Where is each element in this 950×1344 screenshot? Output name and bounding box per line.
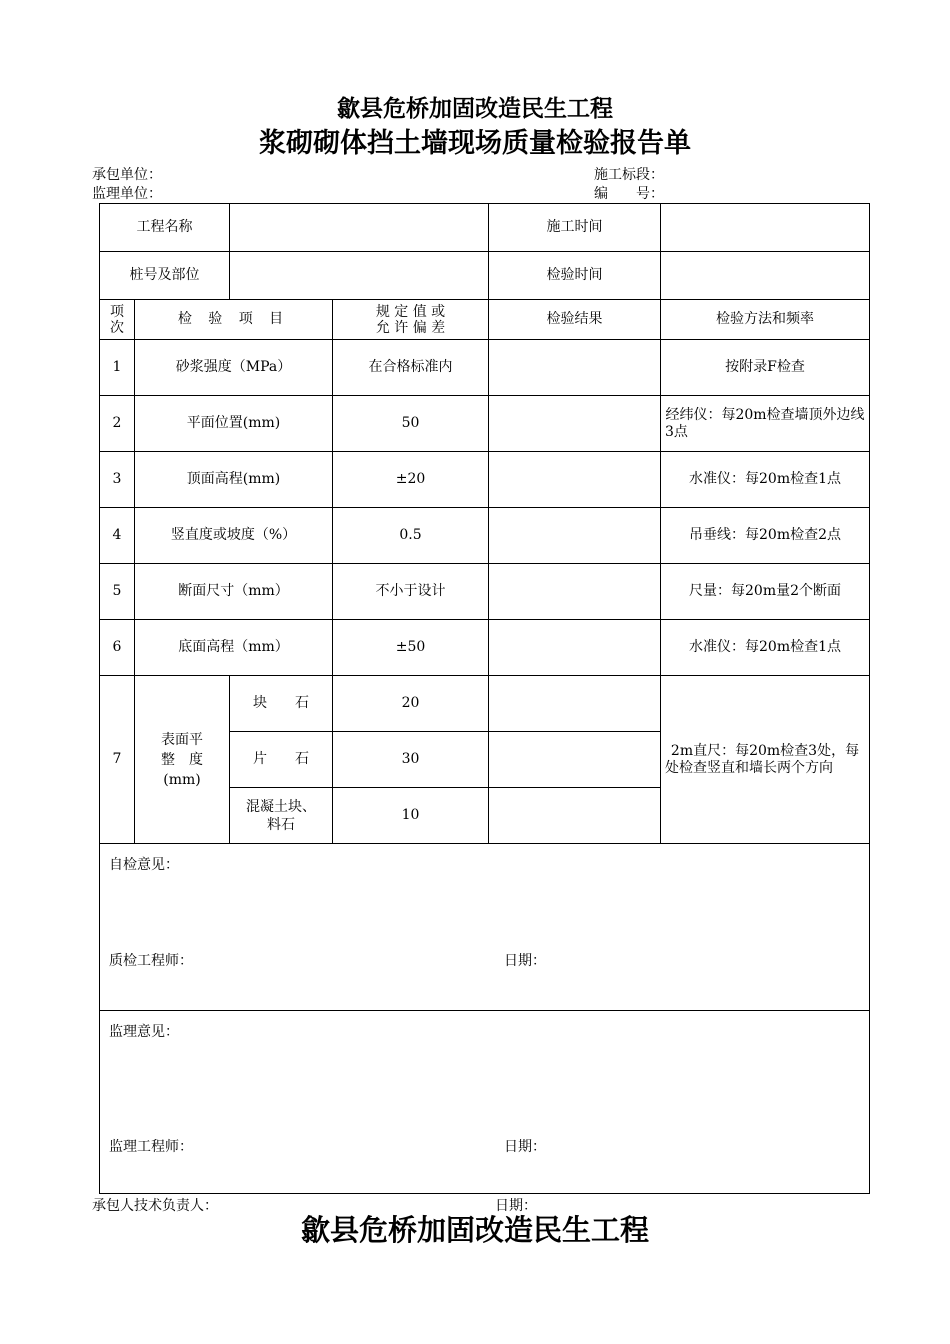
row7-sub-label xyxy=(230,788,333,844)
row7-item-line3: (mm) xyxy=(163,771,201,788)
row7-sub-label-line2: 料石 xyxy=(267,816,295,833)
row7-sub-result[interactable] xyxy=(489,732,661,788)
row-method: 尺量：每20m量2个断面 xyxy=(661,564,870,620)
row7-sub-result[interactable] xyxy=(489,676,661,732)
row-no: 1 xyxy=(100,340,135,396)
row-item: 底面高程（mm） xyxy=(135,620,333,676)
row-item: 断面尺寸（mm） xyxy=(135,564,333,620)
row-method: 吊垂线：每20m检查2点 xyxy=(661,508,870,564)
section-label: 施工标段： xyxy=(594,167,664,183)
self-check-section xyxy=(100,844,870,1011)
row-spec: ±50 xyxy=(333,620,489,676)
project-title: 歙县危桥加固改造民生工程 xyxy=(337,95,613,122)
row-spec: ±20 xyxy=(333,452,489,508)
supervision-engineer-label: 监理工程师： xyxy=(109,1139,193,1155)
row7-sub-spec: 10 xyxy=(333,788,489,844)
row-no: 2 xyxy=(100,396,135,452)
row-method: 水准仪：每20m检查1点 xyxy=(661,620,870,676)
table-row xyxy=(100,620,870,676)
row7-sub-label: 块 石 xyxy=(230,676,333,732)
col-item-no-line1: 项 xyxy=(110,303,124,320)
row7-item-line1: 表面平 xyxy=(161,731,203,748)
col-check-item-text: 检 验 项 目 xyxy=(177,311,290,327)
contractor-label: 承包单位： xyxy=(92,167,162,183)
row-result[interactable] xyxy=(489,452,661,508)
footer-project-title: 歙县危桥加固改造民生工程 xyxy=(300,1213,649,1247)
col-check-item xyxy=(135,300,333,340)
supervision-cell[interactable] xyxy=(100,1011,870,1194)
row-result[interactable] xyxy=(489,396,661,452)
col-spec xyxy=(333,300,489,340)
supervisor-label: 监理单位： xyxy=(92,186,162,202)
row7-item xyxy=(135,676,230,844)
col-item-no xyxy=(100,300,135,340)
supervision-date-label: 日期： xyxy=(504,1139,546,1155)
inspection-time-value[interactable] xyxy=(661,252,870,300)
number-label: 编 号： xyxy=(594,186,664,202)
tech-lead-label: 承包人技术负责人： xyxy=(92,1198,218,1214)
col-spec-line1: 规 定 值 或 xyxy=(375,303,446,320)
row7-sub-spec: 20 xyxy=(333,676,489,732)
self-check-opinion-label: 自检意见： xyxy=(109,857,179,873)
col-item-no-line2: 次 xyxy=(110,319,124,336)
row7-sub-label: 片 石 xyxy=(230,732,333,788)
row-no: 5 xyxy=(100,564,135,620)
project-name-label: 工程名称 xyxy=(100,204,230,252)
station-row xyxy=(100,252,870,300)
row-method: 水准仪：每20m检查1点 xyxy=(661,452,870,508)
table-row xyxy=(100,452,870,508)
row-item: 平面位置(mm) xyxy=(135,396,333,452)
row7-sub-label-line1: 混凝土块、 xyxy=(246,798,316,815)
row7-item-line2: 整 度 xyxy=(161,751,203,768)
table-row xyxy=(100,564,870,620)
project-name-row xyxy=(100,204,870,252)
self-check-cell[interactable] xyxy=(100,844,870,1011)
row7-method: 2m直尺：每20m检查3处，每处检查竖直和墙长两个方向 xyxy=(661,676,870,844)
row-no: 3 xyxy=(100,452,135,508)
row-item: 砂浆强度（MPa） xyxy=(135,340,333,396)
row-result[interactable] xyxy=(489,564,661,620)
inspection-time-label: 检验时间 xyxy=(489,252,661,300)
row-result[interactable] xyxy=(489,508,661,564)
row-spec: 50 xyxy=(333,396,489,452)
supervision-section xyxy=(100,1011,870,1194)
table-row xyxy=(100,508,870,564)
col-spec-line2: 允 许 偏 差 xyxy=(375,319,446,336)
row-item: 竖直度或坡度（%） xyxy=(135,508,333,564)
row-item: 顶面高程(mm) xyxy=(135,452,333,508)
row-method: 经纬仪：每20m检查墙顶外边线3点 xyxy=(661,396,870,452)
self-check-date-label: 日期： xyxy=(504,953,546,969)
row-spec: 在合格标准内 xyxy=(333,340,489,396)
row-no: 4 xyxy=(100,508,135,564)
row-spec: 0.5 xyxy=(333,508,489,564)
row-method: 按附录F检查 xyxy=(661,340,870,396)
row-spec: 不小于设计 xyxy=(333,564,489,620)
qc-engineer-label: 质检工程师： xyxy=(109,953,193,969)
column-header-row xyxy=(100,300,870,340)
station-value[interactable] xyxy=(230,252,489,300)
row-result[interactable] xyxy=(489,340,661,396)
construction-time-label: 施工时间 xyxy=(489,204,661,252)
station-label: 桩号及部位 xyxy=(100,252,230,300)
supervision-opinion-label: 监理意见： xyxy=(109,1024,179,1040)
row-no: 6 xyxy=(100,620,135,676)
row7-sub-spec: 30 xyxy=(333,732,489,788)
col-result: 检验结果 xyxy=(489,300,661,340)
report-title: 浆砌砌体挡土墙现场质量检验报告单 xyxy=(259,128,691,159)
row-result[interactable] xyxy=(489,620,661,676)
footer-date-label: 日期： xyxy=(495,1198,537,1214)
table-row xyxy=(100,340,870,396)
col-method: 检验方法和频率 xyxy=(661,300,870,340)
inspection-table xyxy=(99,203,870,1194)
project-name-value[interactable] xyxy=(230,204,489,252)
table-row-7a xyxy=(100,676,870,732)
row7-no: 7 xyxy=(100,676,135,844)
construction-time-value[interactable] xyxy=(661,204,870,252)
row7-sub-result[interactable] xyxy=(489,788,661,844)
table-row xyxy=(100,396,870,452)
